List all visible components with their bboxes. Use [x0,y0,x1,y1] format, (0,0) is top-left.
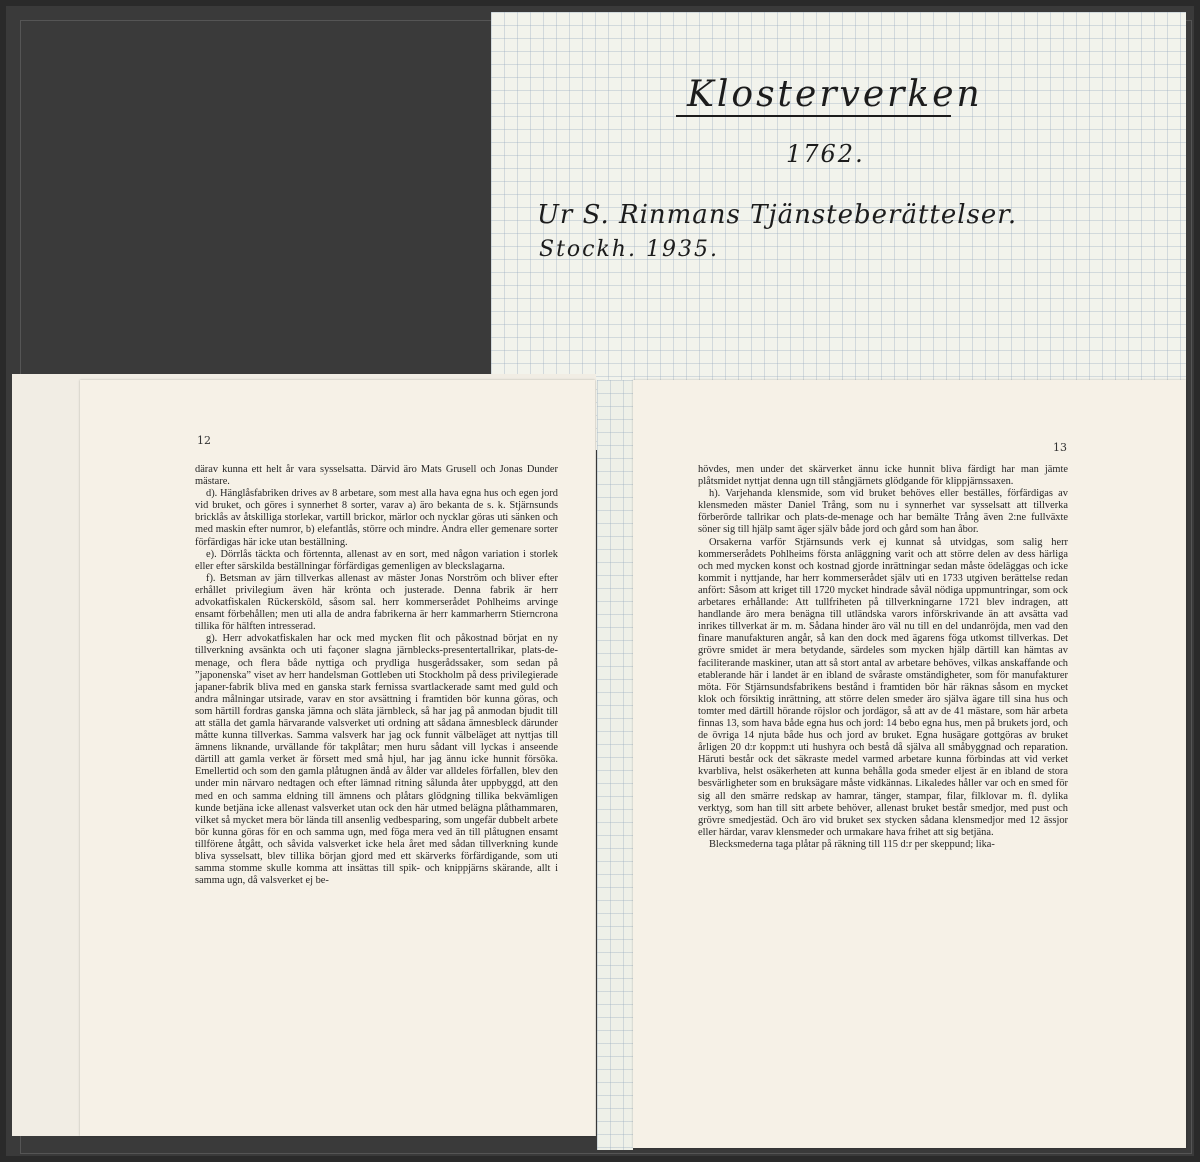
page-body-text [195,464,558,887]
paragraph: hövdes, men under det skärverket ännu icke hunnit bliva färdigt har man jämte plåtsmidet nyttjat denna ugn till stångjärnets glödgande för klippjärnssaxen. [698,464,1068,488]
page-number: 12 [197,434,211,447]
book-page-left [80,380,595,1136]
book-page-right [633,380,1186,1148]
page-body-text [698,464,1068,851]
paragraph: g). Herr advokatfiskalen har ock med mycken flit och påkostnad börjat en ny tillverkning avsänkta och uti façoner slagna järnblecks-presentertallrikar, plats-de-menage, och flera både nyttiga och prydliga husgerådssaker, som sedan på ”japonenska” viset av herr handelsman Gottleben uti Stockholm på dess privilegierade japaner-fabrik bliva med en ganska stark fernissa svartlackerade samt med guld och andra målningar utsirade, varav en stor avsättning i framtiden bör kunna göras, och som härtill fordras ganska jämna och släta järnbleck, så har jag på anmodan bjudit till att ställa det gamla härvarande valsverket uti ordning att sådana ämnesbleck därunder måtte kunna tillverkas. Samma valsverk har jag ock funnit välbeläget att nyttjas till ämnens liknande, urvällande för takplåtar; men huru sådant vill lyckas i anseende därtill att gamla verket är försett med små hjul, har jag ännu icke hunnit försöka. Emellertid och som den gamla plåtugnen ändå av ålder var alldeles förfallen, blev den under min närvaro nedtagen och efter lämnad ritning sålunda åter uppbyggd, att den med en och samma eldning till ämnens och plåtars glödgning tillika bekvämligen kunde betjäna icke allenast valsverket utan ock den här utmed belägna plåthammaren, vilket så mycket mera bör lända till ansenlig vedbesparing, som ungefär dubbelt arbete bör kunna göras för en och samma ugn, med föga mera ved än till plåtugnen ensamt tillförene åtgått, och såvida valsverket icke hela året med sådan tillverkning kunde bliva sysselsatt, blev tillika början gjord med ett skärverks förfärdigande, som uti samma stomme skulle komma att insättas till spik- och knippjärns skärande, allt i samma ugn, då valsverket ej be- [195,633,558,887]
paragraph: f). Betsman av järn tillverkas allenast av mäster Jonas Norström och bliver efter erhållet privilegium även här krönta och justerade. Denna fabrik är herr advokatfiskalen Rückersköld, såsom sal. herr kommerserådet Pohlheims arvinge ensamt förbehållen; men uti alla de andra fabrikerna är herr kammarherrn Stierncrona tillika för hälften intresserad. [195,572,558,633]
paragraph: e). Dörrlås täckta och förtennta, allenast av en sort, med någon variation i storlek eller efter särskilda beställningar förfärdigas gemenligen av bleckslagarna. [195,548,558,572]
page-number: 13 [1053,441,1067,454]
note-title-underline [676,115,951,117]
paragraph: Blecksmederna taga plåtar på räkning till 115 d:r per skeppund; lika- [709,838,995,850]
note-title: Klosterverken [687,74,983,115]
paragraph: därav kunna ett helt år vara sysselsatta. Därvid äro Mats Grusell och Jonas Dunder mästare. [195,464,558,488]
note-source-line-2: Stockh. 1935. [539,237,719,262]
grid-paper-strip [597,380,633,1150]
paragraph: h). Varjehanda klensmide, som vid bruket behöves eller beställes, förfärdigas av klensmeden mäster Daniel Trång, som nu i synnerhet var sysselsatt att tillverka förberörde tallrikar och plats-de-menage och har bemälte Trång även 2:ne fullväxte söner sig till hjälp samt äger själv både jord och gård som han åbor. [698,488,1068,536]
note-year: 1762. [786,140,865,168]
note-source-line-1: Ur S. Rinmans Tjänsteberättelser. [537,200,1018,230]
paragraph: d). Hänglåsfabriken drives av 8 arbetare, som mest alla hava egna hus och egen jord vid bruket, och göres i synnerhet 8 sorter, varav a) äro bekanta de s. k. Stjärnsunds bricklås av åtskilliga storlekar, vartill brickor, märlor och nycklar göras uti sänken och med maskin efter numror, b) elefantlås, större och mindre. Andra eller gemenare sorter förfärdigas här icke utan beställning. [195,488,558,548]
paragraph: Orsakerna varför Stjärnsunds verk ej kunnat så utvidgas, som salig herr kommerserådets Pohlheims första anläggning varit och att större delen av dess härliga och med mycken konst och kostnad gjorde inrättningar sedan måste ödeläggas och icke kommit i nyttjande, har herr kommerserådet själv uti en 1733 utgiven berättelse redan anfört: Såsom att kriget till 1720 mycket hindrade såväl nödiga uppmuntringar, som ock arbetares erhållande: Att tullfriheten på tillverkningarne 1721 blev indragen, att handlande äro mera benägna till utländska varors införskrivande än att avsätta vad inrikes tillverkat är m. m. Sådana hinder äro väl nu till en del undanröjda, men vad den finare manufakturen angår, så kan den dock med ägarens föga utkomst tillverkas. Det grövre smidet är mera betydande, särdeles som mycken hjälp därtill kan hämtas av faciliterande maskiner, utan att så stort antal av arbetare behöves, vilkas anskaffande och etablerande här i landet är en ibland de svåraste omständigheter, som för manufakturer möta. För Stjärnsundsfabrikens bestånd i framtiden bör här räknas såsom en mycket klok och försiktig inrättning, att större delen smeder äro själva ägare till sina hus och tomter med därtill hörande röjslor och jordägor, så att av de 41 mästare, som här arbeta finnas 13, som hava både egna hus och jord: 14 bebo egna hus, men på brukets jord, och de övriga 14 njuta både hus och jord av bruket. Egna husägare gottgöras av bruket årligen 20 d:r koppm:t uti hushyra och bestå då själva all småbyggnad och reparation. Häruti består ock det säkraste medel varmed arbetare kunna förbindas att vid verket kvarbliva, helst osäkerheten att kunna behålla goda smeder eljest är en ibland de stora besvärligheter som en bruksägare måste vidkännas. Likaledes håller var och en smed för sig all den smärre redskap av hamrar, tänger, stampar, filar, filklovar m. fl. dylika verktyg, som han till sitt arbete behöver, allenast bruket består smedjor, med pust och grövre smedjestäd. Och äro vid bruket sex stycken sådana klensmedjor med 12 ässjor eller härdar, varav klensmeder och urmakare hava frihet att sig betjäna. [698,536,1068,838]
